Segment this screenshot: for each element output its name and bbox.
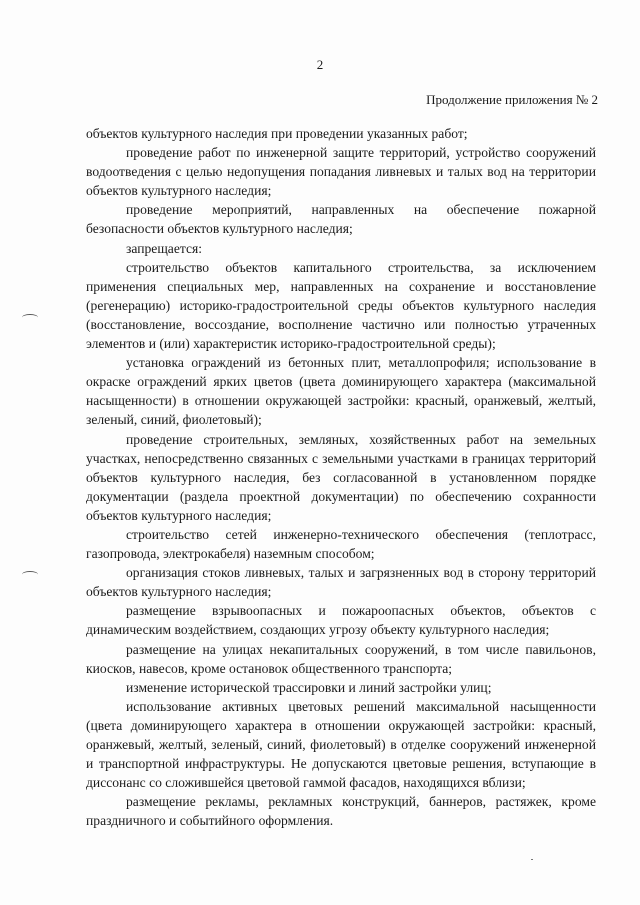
paragraph: размещение рекламы, рекламных конструкций, баннеров, растяжек, кроме праздничного и событийного оформления.	[86, 794, 596, 829]
paragraph: строительство сетей инженерно-технического обеспечения (теплотрасс, газопровода, электрокабеля) наземным способом;	[86, 526, 596, 562]
paragraph: объектов культурного наследия при проведении указанных работ;	[86, 126, 468, 141]
paragraph: размещение на улицах некапитальных сооружений, в том числе павильонов, киосков, навесов, кроме остановок общественного транспорта;	[86, 641, 596, 676]
paragraph: проведение мероприятий, направленных на обеспечение пожарной безопасности объектов культурного наследия;	[86, 202, 596, 237]
document-body	[86, 124, 596, 830]
appendix-continuation-label: Продолжение приложения № 2	[426, 92, 598, 107]
paragraph: установка ограждений из бетонных плит, металлопрофиля; использование в окраске ограждений ярких цветов (цвета доминирующего характера (максимальной насыщенности) в отношении окружающей застройки: красный, оранжевый, желтый, зеленый, синий, фиолетовый);	[86, 355, 596, 428]
paragraph: проведение работ по инженерной защите территорий, устройство сооружений водоотведения с целью недопущения попадания ливневых и талых вод на территории объектов культурного наследия;	[86, 145, 596, 199]
margin-pen-mark	[22, 314, 38, 321]
paragraph: проведение строительных, земляных, хозяйственных работ на земельных участках, непосредственно связанных с земельными участками в границах территорий объектов культурного наследия, без согласованной в установленном порядке документации (раздела проектной документации) по обеспечению сохранности объектов культурного наследия;	[86, 431, 596, 523]
paragraph: использование активных цветовых решений максимальной насыщенности (цвета доминирующего характера в отношении окружающей застройки: красный, оранжевый, желтый, зеленый, синий, фиолетовый) в отделке сооружений инженерной и транспортной инфраструктуры. Не допускаются цветовые решения, вступающие в диссонанс со сложившейся цветовой гаммой фасадов, находящихся вблизи;	[86, 698, 596, 791]
paragraph: организация стоков ливневых, талых и загрязненных вод в сторону территорий объектов культурного наследия;	[86, 565, 596, 600]
paragraph: размещение взрывоопасных и пожароопасных объектов, объектов с динамическим воздействием, создающих угрозу объекту культурного наследия;	[86, 603, 596, 638]
page-number: 2	[316, 57, 324, 72]
paragraph: строительство объектов капитального строительства, за исключением применения специальных мер, направленных на сохранение и восстановление (регенерацию) историко-градостроительной среды объектов культурного наследия (восстановление, воссоздание, восполнение частично или полностью утраченных элементов и (или) характеристик историко-градостроительной среды);	[86, 259, 596, 352]
scan-speck	[531, 859, 533, 860]
paragraph: изменение исторической трассировки и линий застройки улиц;	[126, 679, 492, 695]
paragraph: запрещается:	[126, 240, 203, 256]
margin-pen-mark	[22, 571, 38, 578]
